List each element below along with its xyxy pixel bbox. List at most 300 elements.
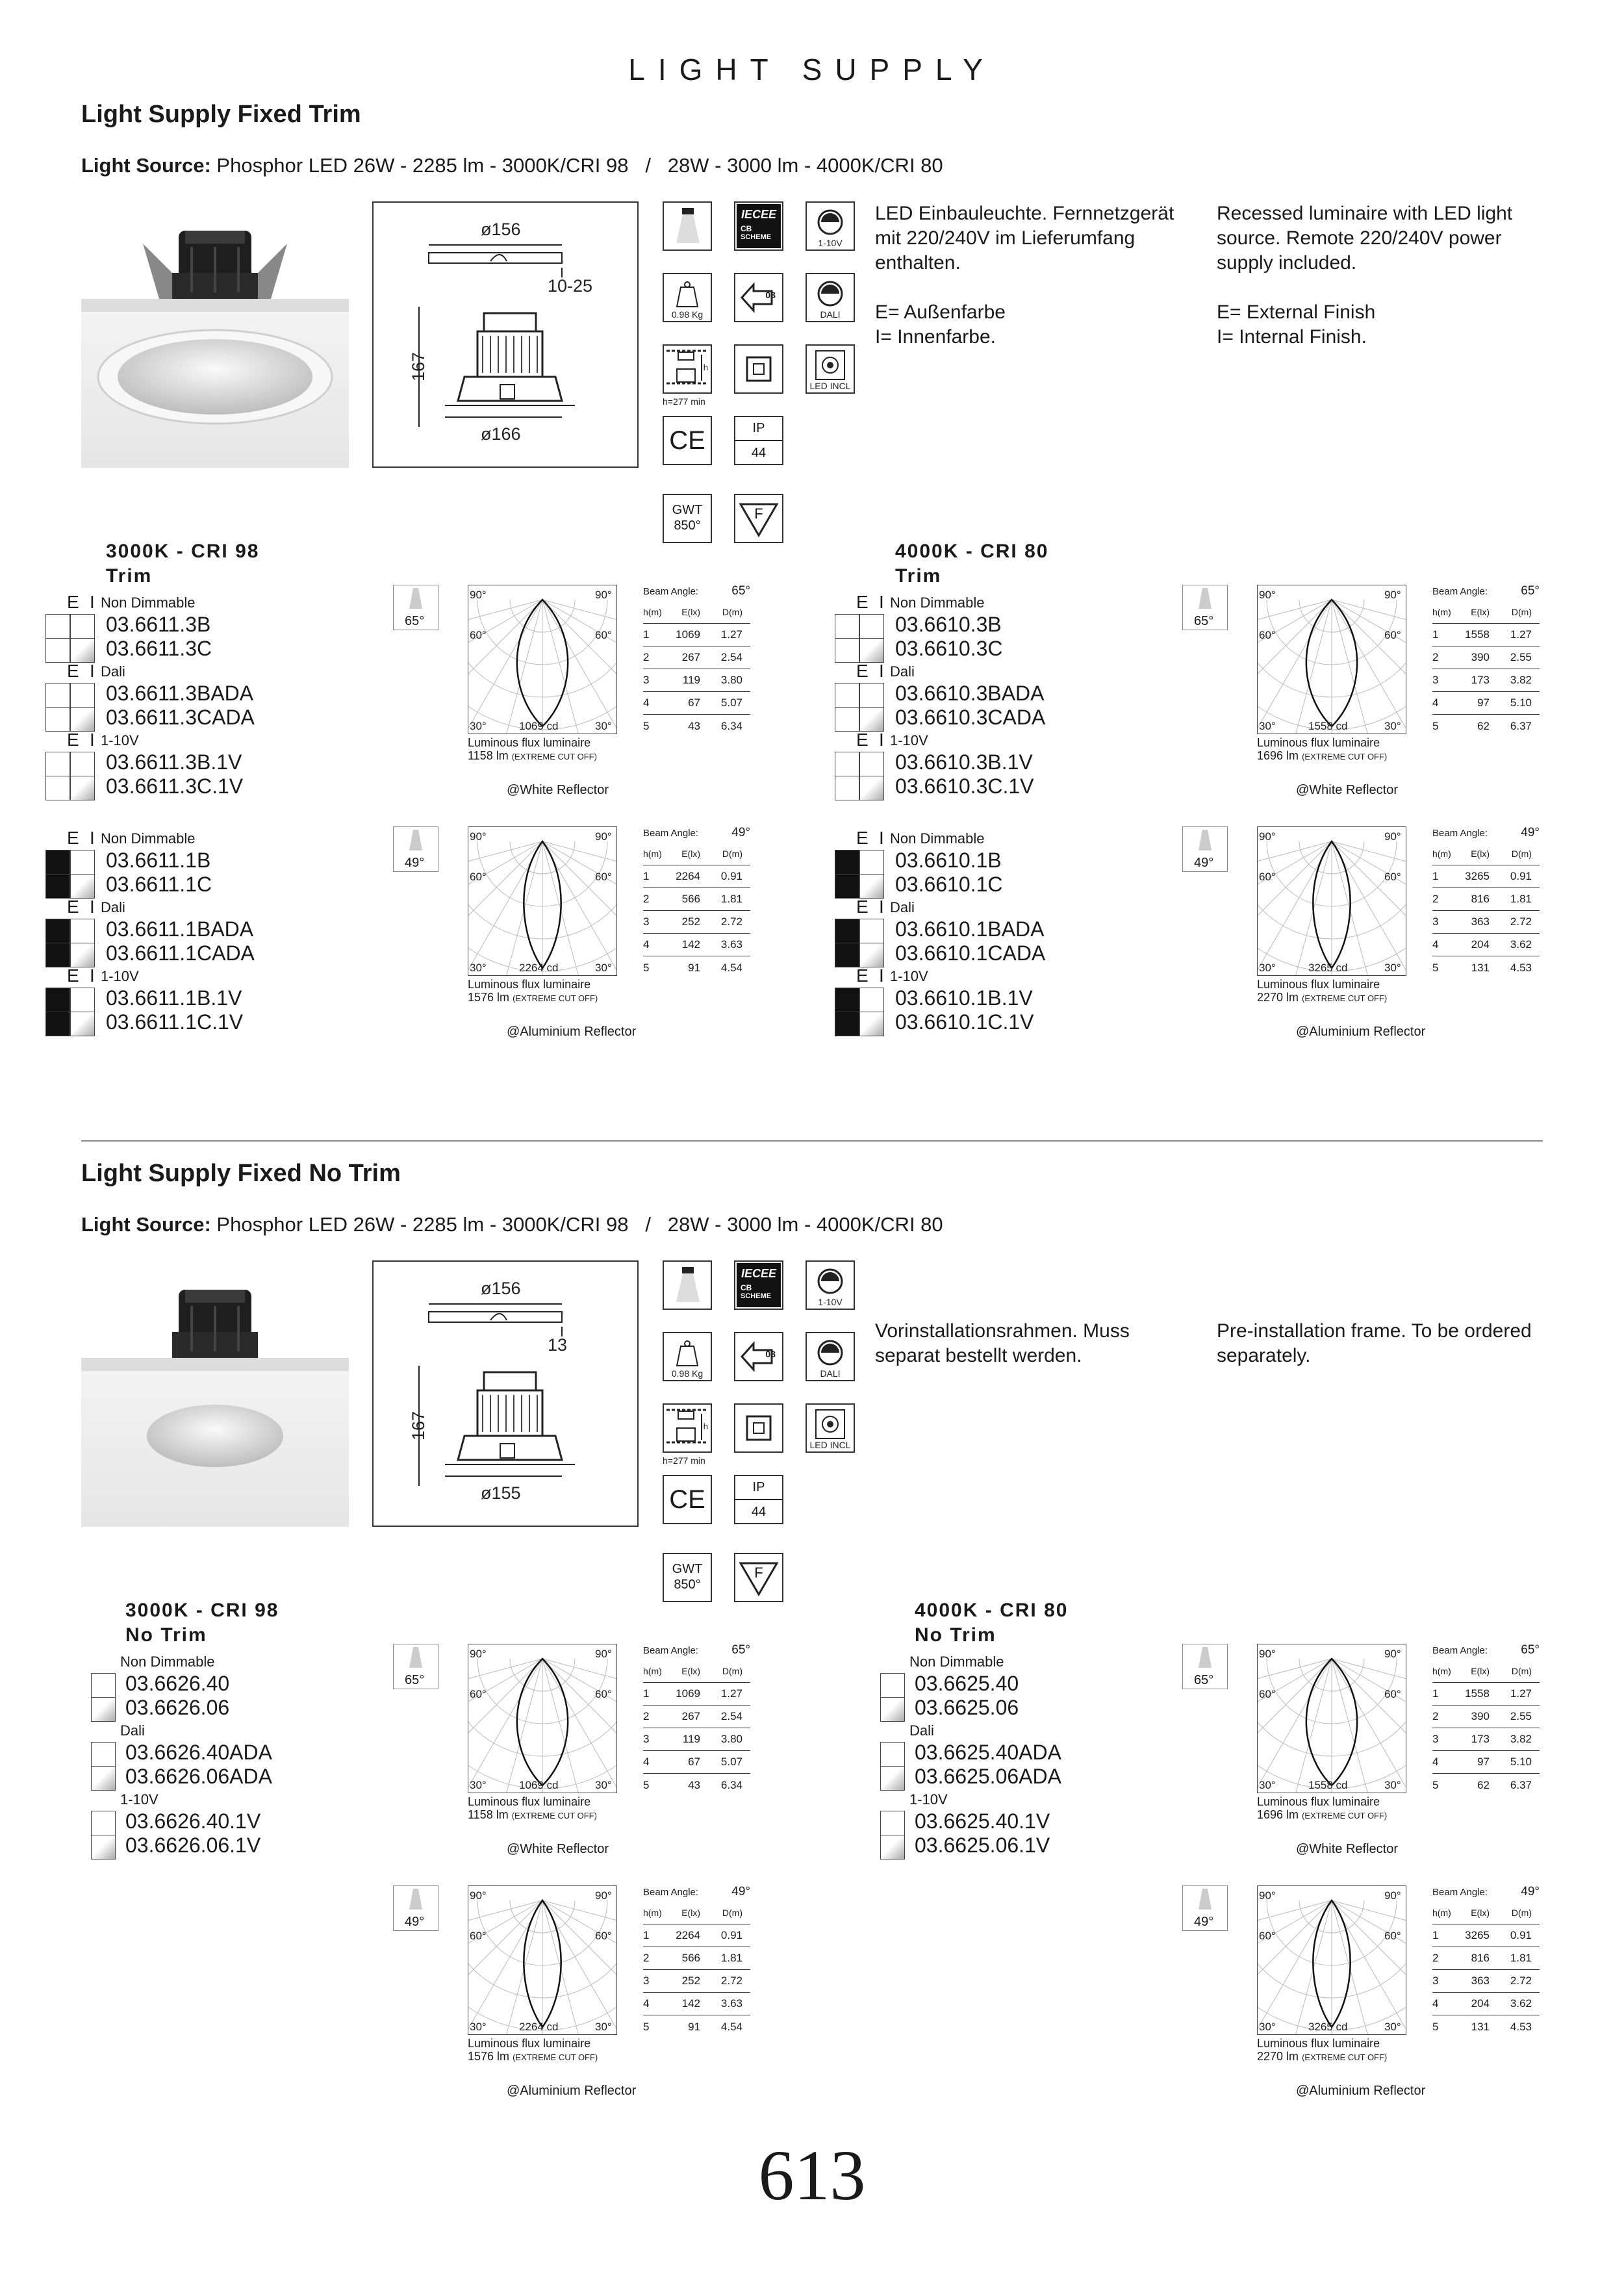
finish-swatch (859, 776, 884, 800)
finish-swatch (70, 638, 95, 663)
polar-90-label: 90° (595, 589, 612, 601)
interior-finish-label: I (90, 828, 95, 848)
cut-off-label: (EXTREME CUT OFF) (1302, 2052, 1388, 2062)
polar-30-label: 30° (1259, 962, 1276, 974)
dimming-group-label: Dali (890, 899, 915, 915)
cell-h: 4 (1432, 696, 1439, 709)
product-code: 03.6625.40 (915, 1672, 1019, 1695)
product-code: 03.6611.3C (106, 637, 212, 660)
product-code: 03.6611.1BADA (106, 917, 254, 941)
cell-d: 3.80 (720, 674, 742, 686)
reflector-label: @Aluminium Reflector (1296, 2084, 1426, 2098)
polar-diagram (468, 1885, 617, 2035)
cell-e: 2264 (676, 1929, 700, 1941)
polar-60-label: 60° (595, 1930, 612, 1942)
exterior-finish-label: E (856, 592, 869, 612)
cell-d: 4.53 (1510, 2020, 1532, 2033)
finish-swatch (859, 850, 884, 875)
cell-d: 1.27 (720, 628, 742, 641)
product-code: 03.6625.40ADA (915, 1741, 1061, 1764)
cell-h: 2 (643, 1710, 650, 1722)
finish-swatch (835, 943, 859, 967)
dimming-group-label: Dali (101, 663, 125, 680)
dimming-group-label: Non Dimmable (101, 830, 196, 847)
ce-mark-icon (663, 416, 712, 465)
variant-title: 3000K - CRI 98 Trim (106, 541, 260, 587)
dimming-group-label: 1-10V (890, 968, 928, 984)
polar-90-label: 90° (1259, 830, 1276, 843)
finish-swatch (45, 683, 70, 708)
polar-90-label: 90° (1259, 1889, 1276, 1902)
finish-swatch (45, 776, 70, 800)
flux-value: 1696 lm (1257, 1808, 1299, 1821)
finish-swatch (859, 707, 884, 732)
dimming-group-label: 1-10V (101, 732, 139, 748)
led-label: LED INCL (809, 381, 851, 391)
cell-e: 1558 (1465, 628, 1490, 641)
dimming-group-label: Non Dimmable (890, 594, 985, 611)
finish-swatch (859, 614, 884, 639)
energy-class-icon (734, 273, 783, 322)
cell-e: 390 (1471, 1710, 1490, 1722)
finish-swatch (91, 1811, 116, 1835)
peak-intensity-label: 2264 cd (519, 962, 559, 974)
cell-d: 4.53 (1510, 961, 1532, 974)
reflector-label: @Aluminium Reflector (507, 2084, 637, 2098)
exterior-finish-label: E (856, 897, 869, 917)
polar-60-label: 60° (470, 1688, 487, 1700)
table-row (643, 865, 750, 888)
technical-drawing (372, 201, 639, 468)
finish-swatch (45, 614, 70, 639)
product-photo (81, 201, 349, 468)
cell-h: 1 (643, 870, 650, 882)
interior-finish-label: I (879, 897, 884, 917)
table-header-row (643, 601, 750, 624)
flux-caption-title: Luminous flux luminaire (468, 1795, 591, 1808)
beam-angle-caption: Beam Angle: (643, 585, 699, 597)
exterior-finish-label: E (67, 592, 79, 612)
col-d: D(m) (1511, 1666, 1532, 1676)
cell-h: 5 (643, 2020, 650, 2033)
product-code: 03.6611.1B (106, 849, 211, 872)
finish-swatch (70, 919, 95, 943)
beam-angle-badge: 49° (1194, 856, 1214, 870)
finish-swatch (70, 850, 95, 875)
polar-60-label: 60° (1259, 1688, 1276, 1700)
cell-d: 1.27 (1510, 1687, 1532, 1700)
energy-label: 03 (765, 290, 776, 300)
product-code: 03.6611.3CADA (106, 706, 255, 729)
cell-h: 2 (643, 651, 650, 663)
peak-intensity-label: 1069 cd (519, 720, 559, 732)
cell-d: 5.10 (1510, 696, 1532, 709)
cell-h: 1 (1432, 628, 1439, 641)
polar-curve (468, 585, 616, 734)
iecee-label: IECEE (741, 1267, 777, 1280)
cell-e: 204 (1471, 938, 1490, 951)
cell-d: 0.91 (720, 1929, 742, 1941)
cell-d: 2.54 (720, 1710, 742, 1722)
dimming-group-label: Non Dimmable (890, 830, 985, 847)
finish-swatch (91, 1766, 116, 1791)
finish-swatch (45, 752, 70, 776)
finish-swatch (880, 1835, 905, 1859)
beam-angle-caption: Beam Angle: (643, 1886, 699, 1898)
led-included-icon (806, 344, 855, 394)
peak-intensity-label: 2264 cd (519, 2021, 559, 2033)
finish-swatch (835, 638, 859, 663)
light-source-line (81, 1213, 1186, 1239)
cut-off-label: (EXTREME CUT OFF) (513, 2052, 598, 2062)
finish-swatch (70, 752, 95, 776)
finish-swatch (45, 919, 70, 943)
table-beam-header (1432, 823, 1540, 843)
finish-swatch (835, 1012, 859, 1036)
exterior-finish-label: E (67, 661, 79, 681)
light-source-text: Phosphor LED 26W - 2285 lm - 3000K/CRI 98 / 28W - 3000 lm - 4000K/CRI 80 (216, 1213, 943, 1236)
cell-d: 5.07 (720, 696, 742, 709)
cell-h: 5 (1432, 2020, 1439, 2033)
finish-swatch (91, 1697, 116, 1722)
ip-value: 44 (751, 1505, 767, 1519)
variant-title: 4000K - CRI 80 Trim (895, 541, 1049, 587)
dali-icon (806, 273, 855, 322)
light-source-label: Light Source: (81, 1213, 211, 1236)
cut-off-label: (EXTREME CUT OFF) (1302, 1811, 1388, 1820)
product-code: 03.6610.1C (895, 873, 1003, 896)
cell-h: 3 (643, 915, 650, 928)
weight-icon (663, 1332, 712, 1381)
cell-h: 1 (1432, 1929, 1439, 1941)
cell-d: 2.54 (720, 651, 742, 663)
cell-h: 5 (1432, 719, 1439, 732)
cell-d: 4.54 (720, 961, 742, 974)
gwt-label: GWT (672, 1562, 703, 1576)
cell-h: 4 (1432, 938, 1439, 951)
description-english: Pre-installation frame. To be ordered separately. (1217, 1320, 1532, 1366)
cell-e: 816 (1471, 893, 1490, 905)
polar-30-label: 30° (595, 2021, 612, 2033)
finish-swatch (880, 1673, 905, 1698)
polar-90-label: 90° (595, 830, 612, 843)
table-row (643, 956, 750, 979)
polar-60-label: 60° (470, 871, 487, 883)
cell-d: 6.34 (720, 719, 742, 732)
flux-value: 2270 lm (1257, 2050, 1299, 2063)
finish-swatch (859, 752, 884, 776)
col-d: D(m) (722, 1666, 742, 1676)
polar-90-label: 90° (595, 1648, 612, 1660)
cell-h: 4 (1432, 1756, 1439, 1768)
finish-swatch (91, 1742, 116, 1767)
table-row (1432, 646, 1540, 669)
polar-curve (468, 1886, 616, 2034)
finish-swatch (91, 1673, 116, 1698)
finish-swatch (859, 988, 884, 1012)
finish-swatch (835, 874, 859, 899)
col-d: D(m) (1511, 607, 1532, 617)
cell-h: 3 (643, 1974, 650, 1987)
ip-label: IP (752, 1480, 765, 1494)
cell-e: 252 (681, 1974, 700, 1987)
polar-diagram (468, 585, 617, 734)
col-h: h(m) (1432, 1908, 1451, 1918)
dimming-label: 1-10V (818, 238, 843, 248)
finish-swatch (835, 988, 859, 1012)
product-code: 03.6626.06 (125, 1696, 230, 1719)
cb-label: CB (741, 224, 752, 233)
min-height-label: h=277 min (663, 396, 705, 407)
polar-90-label: 90° (470, 1648, 487, 1660)
flux-value: 1158 lm (468, 1808, 509, 1821)
weight-icon (663, 273, 712, 322)
cell-e: 142 (681, 938, 700, 951)
dali-icon (806, 1332, 855, 1381)
flux-value: 1158 lm (468, 749, 509, 762)
polar-diagram (1257, 1644, 1406, 1793)
dimming-group-label: 1-10V (101, 968, 139, 984)
table-row (1432, 1728, 1540, 1751)
flux-caption-value (468, 1808, 637, 1822)
cell-e: 62 (1477, 1778, 1490, 1791)
photometric-table (1432, 1641, 1540, 1796)
finish-swatch (45, 943, 70, 967)
spotlight-icon (663, 1260, 712, 1310)
polar-curve (1258, 1886, 1406, 2034)
recessed-light-photo (81, 1260, 349, 1527)
reflector-label: @White Reflector (1296, 783, 1399, 797)
cell-d: 2.72 (720, 915, 742, 928)
cell-d: 4.54 (720, 2020, 742, 2033)
dimming-group-label: Dali (909, 1722, 934, 1739)
polar-30-label: 30° (1384, 1779, 1401, 1791)
iecee-cb-scheme-icon (734, 201, 783, 251)
weight-label: 0.98 Kg (671, 1368, 704, 1379)
section-heading: Light Supply Fixed No Trim (81, 1160, 401, 1187)
polar-diagram (1257, 1885, 1406, 2035)
cell-d: 6.37 (1510, 719, 1532, 732)
interior-finish-label: I (90, 897, 95, 917)
finish-swatch (859, 683, 884, 708)
page-number: 613 (758, 2136, 866, 2215)
product-code: 03.6626.06ADA (125, 1765, 272, 1788)
interior-finish-label: I (90, 661, 95, 681)
beam-angle-value: 49° (1521, 826, 1540, 839)
beam-angle-caption: Beam Angle: (1432, 585, 1488, 597)
exterior-finish-label: E (856, 965, 869, 986)
h-label: h (703, 363, 708, 372)
table-row (1432, 669, 1540, 692)
dimming-group-label: Non Dimmable (120, 1654, 215, 1670)
flux-caption (1257, 2037, 1426, 2065)
polar-diagram (468, 826, 617, 976)
cell-e: 566 (681, 893, 700, 905)
section-heading: Light Supply Fixed Trim (81, 101, 361, 128)
cell-e: 67 (688, 1756, 700, 1768)
flux-caption-title: Luminous flux luminaire (468, 2037, 591, 2050)
reflector-label: @Aluminium Reflector (507, 1025, 637, 1039)
col-h: h(m) (643, 849, 662, 859)
technical-drawing (372, 1260, 639, 1527)
table-row (643, 1993, 750, 2015)
cell-h: 4 (1432, 1997, 1439, 2010)
dimension-drawing (374, 203, 637, 466)
photometric-table (643, 1882, 750, 2038)
cut-off-label: (EXTREME CUT OFF) (511, 752, 597, 761)
beam-angle-badge: 65° (405, 614, 425, 628)
table-row (643, 1728, 750, 1751)
cell-e: 43 (688, 719, 700, 732)
dimming-group-label: Dali (890, 663, 915, 680)
photometric-table (1432, 581, 1540, 737)
cell-e: 142 (681, 1997, 700, 2010)
table-row (1432, 624, 1540, 646)
table-beam-header (1432, 1641, 1540, 1660)
recessed-light-photo (81, 201, 349, 468)
cell-d: 1.81 (1510, 893, 1532, 905)
polar-60-label: 60° (1259, 871, 1276, 883)
description-german: LED Einbauleuchte. Fernnetzgerät mit 220/240V im Lieferumfang enthalten. E= Außenfarbe I= Innenfarbe. (875, 203, 1174, 348)
col-d: D(m) (722, 1908, 742, 1918)
finish-swatch (835, 919, 859, 943)
col-e: E(lx) (1471, 607, 1490, 617)
polar-30-label: 30° (1384, 2021, 1401, 2033)
installation-height-icon (663, 1403, 712, 1453)
flux-caption-title: Luminous flux luminaire (1257, 1795, 1380, 1808)
exterior-finish-label: E (67, 965, 79, 986)
table-row (643, 1751, 750, 1774)
peak-intensity-label: 1558 cd (1308, 720, 1348, 732)
table-beam-header (1432, 581, 1540, 601)
table-row (643, 911, 750, 934)
flux-caption (1257, 736, 1426, 765)
polar-60-label: 60° (595, 871, 612, 883)
cell-d: 1.27 (720, 1687, 742, 1700)
cell-h: 3 (1432, 915, 1439, 928)
polar-30-label: 30° (470, 1779, 487, 1791)
product-code: 03.6610.1B.1V (895, 986, 1033, 1010)
cell-e: 173 (1471, 674, 1490, 686)
table-row (643, 934, 750, 956)
polar-60-label: 60° (1384, 629, 1401, 641)
col-e: E(lx) (1471, 849, 1490, 859)
table-row (1432, 1947, 1540, 1970)
flux-value: 1576 lm (468, 2050, 510, 2063)
cell-d: 2.72 (1510, 915, 1532, 928)
table-row (1432, 1993, 1540, 2015)
light-source-text: Phosphor LED 26W - 2285 lm - 3000K/CRI 98 / 28W - 3000 lm - 4000K/CRI 80 (216, 154, 943, 177)
cell-d: 2.72 (720, 1974, 742, 1987)
polar-90-label: 90° (1384, 1889, 1401, 1902)
col-e: E(lx) (681, 1908, 700, 1918)
finish-swatch (45, 874, 70, 899)
polar-30-label: 30° (595, 962, 612, 974)
finish-swatch (70, 707, 95, 732)
f-label: F (754, 505, 763, 522)
cell-h: 4 (643, 938, 650, 951)
flux-value: 1696 lm (1257, 749, 1299, 762)
polar-30-label: 30° (1259, 720, 1276, 732)
flux-caption-value (468, 2050, 637, 2064)
col-h: h(m) (643, 1908, 662, 1918)
cell-d: 3.63 (720, 1997, 742, 2010)
product-code: 03.6626.06.1V (125, 1833, 261, 1857)
polar-30-label: 30° (595, 1779, 612, 1791)
dimmable-1-10v-icon (806, 1260, 855, 1310)
finish-swatch (70, 874, 95, 899)
description-english: Recessed luminaire with LED light source. Remote 220/240V power supply included. E= External Finish I= Internal Finish. (1217, 203, 1513, 348)
cell-h: 5 (643, 719, 650, 732)
polar-curve (1258, 585, 1406, 734)
finish-swatch (45, 988, 70, 1012)
polar-diagram (1257, 585, 1406, 734)
table-row (643, 1924, 750, 1947)
cell-e: 131 (1471, 961, 1490, 974)
dimming-label: 1-10V (818, 1297, 843, 1307)
cell-h: 1 (1432, 1687, 1439, 1700)
cell-d: 1.81 (720, 1952, 742, 1964)
bottom-diameter-label: ø166 (481, 424, 521, 444)
led-included-icon (806, 1403, 855, 1453)
cell-h: 2 (643, 893, 650, 905)
gwt-value: 850° (674, 1578, 701, 1592)
polar-curve (468, 1644, 616, 1793)
product-code: 03.6610.3B.1V (895, 750, 1033, 774)
dimming-group-label: Non Dimmable (101, 594, 196, 611)
cell-h: 4 (643, 1756, 650, 1768)
table-row (1432, 956, 1540, 979)
flux-caption-value (1257, 2050, 1426, 2064)
cell-h: 1 (1432, 870, 1439, 882)
led-label: LED INCL (809, 1440, 851, 1450)
top-diameter-label: ø156 (481, 1279, 521, 1298)
cell-h: 2 (1432, 893, 1439, 905)
cell-e: 390 (1471, 651, 1490, 663)
side-dimension-label: 13 (548, 1335, 568, 1355)
finish-swatch (835, 707, 859, 732)
cell-h: 3 (1432, 674, 1439, 686)
finish-swatch (859, 1012, 884, 1036)
cell-e: 252 (681, 915, 700, 928)
interior-finish-label: I (879, 730, 884, 750)
table-beam-header (643, 1882, 750, 1902)
cell-e: 91 (688, 961, 700, 974)
polar-90-label: 90° (470, 1889, 487, 1902)
polar-30-label: 30° (470, 962, 487, 974)
cell-d: 5.10 (1510, 1756, 1532, 1768)
ip-label: IP (752, 421, 765, 435)
interior-finish-label: I (90, 730, 95, 750)
polar-30-label: 30° (1259, 1779, 1276, 1791)
finish-swatch (91, 1835, 116, 1859)
polar-90-label: 90° (470, 589, 487, 601)
dimmable-1-10v-icon (806, 201, 855, 251)
table-row (643, 1683, 750, 1706)
page-title: LIGHT SUPPLY (628, 53, 996, 86)
product-code: 03.6611.3C.1V (106, 774, 244, 798)
reflector-label: @White Reflector (1296, 1842, 1399, 1856)
cut-off-label: (EXTREME CUT OFF) (1302, 752, 1388, 761)
cell-e: 97 (1477, 696, 1490, 709)
polar-30-label: 30° (595, 720, 612, 732)
cell-d: 6.37 (1510, 1778, 1532, 1791)
scheme-label: SCHEME (741, 1292, 772, 1300)
finish-swatch (859, 943, 884, 967)
table-row (1432, 1683, 1540, 1706)
interior-finish-label: I (90, 965, 95, 986)
polar-curve (1258, 1644, 1406, 1793)
